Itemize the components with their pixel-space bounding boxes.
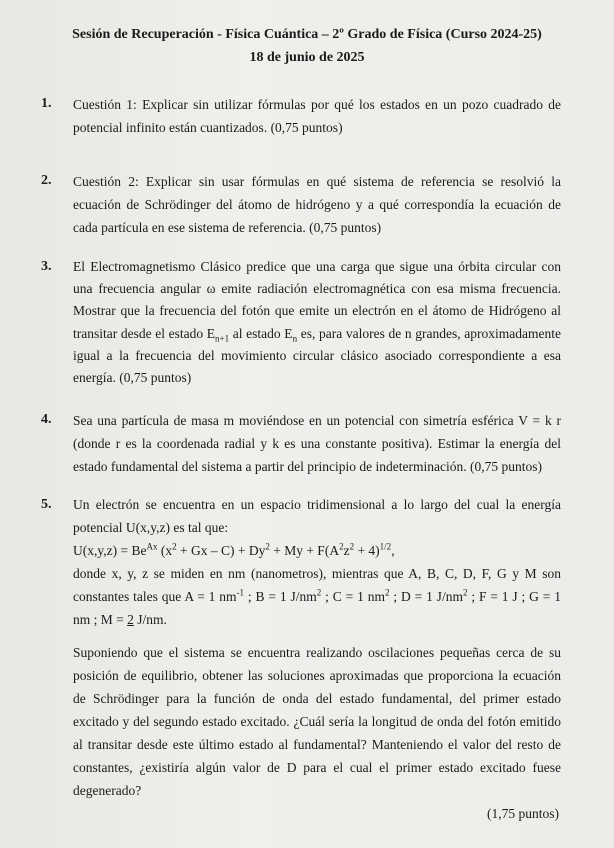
question-3-text-b: al estado E [229,325,293,341]
question-5-paragraph-2: Suponiendo que el sistema se encuentra realizando oscilaciones pequeñas cerca de su posición de equilibrio, obtener las soluciones aproximadas que proporciona la ecuación de Schrödinger para la función de onda del estado fundamental, del primer estado excitado y del segundo estado excitado. ¿Cuál sería la longitud de onda del fotón emitido al transitar desde este último estado al fundamental? Manteniendo el valor del resto de constantes, ¿existiría algún valor de D para el cual el primer estado excitado fuese degenerado? [73,645,561,798]
eq-end: , [391,543,395,558]
exam-title: Sesión de Recuperación - Física Cuántica – 2º Grado de Física (Curso 2024-25) [72,27,542,42]
question-5-text [73,493,561,825]
eq-sq-3: 2 [339,541,344,552]
units-m-value: 2 [127,612,134,627]
question-3-text-c: es, para valores de n grandes, aproximadamente igual a la frecuencia del movimiento circular clásico asociado correspondiente a esa energía. (0,75 puntos) [73,325,561,386]
eq-sq-2: 2 [265,541,270,552]
question-1-number: 1. [41,96,52,111]
question-1-text [73,93,561,139]
units-a: donde x, y, z se miden en nm (nanometros), mientras que A, B, C, D, F, G y M son constantes tales que A = 1 nm [73,566,561,604]
units-e: ; F = 1 J ; G = 1 nm ; M = [73,589,562,627]
units-exp-1: -1 [236,587,245,598]
units-exp-2: 2 [316,587,322,598]
eq-part-2: + Gx – C) + Dy [176,543,266,558]
exam-date: 18 de junio de 2025 [249,50,365,65]
units-b: ; B = 1 J/nm [244,589,317,604]
question-2-paragraph: Cuestión 2: Explicar sin usar fórmulas en qué sistema de referencia se resolvió la ecuación de Schrödinger del átomo de hidrógeno y a qué correspondía la ecuación de cada partícula en ese sistema de referencia. (0,75 puntos) [73,174,561,236]
energy-subscript-n-plus-1: n+1 [215,333,230,344]
question-4-number: 4. [41,412,52,427]
question-3-paragraph [73,256,561,389]
question-3-text-a: El Electromagnetismo Clásico predice que una carga que sigue una órbita circular con una frecuencia angular ω emite radiación electromagnética con esa misma frecuencia. Mostrar que la frecuencia del fotón que emite un electrón en el átomo de Hidrógeno al transitar desde el estado E [73,259,561,341]
units-exp-3: 2 [384,587,390,598]
eq-part-4: z [343,543,350,558]
eq-sq-4: 2 [349,541,355,552]
question-1-paragraph: Cuestión 1: Explicar sin utilizar fórmulas por qué los estados en un pozo cuadrado de potencial infinito están cuantizados. (0,75 puntos) [73,97,561,136]
question-4-text [73,409,561,479]
question-2-number: 2. [41,173,52,188]
units-d: ; D = 1 J/nm [389,589,463,604]
units-c: ; C = 1 nm [321,589,385,604]
question-2-text [73,170,561,240]
question-3-number: 3. [41,259,52,274]
question-4-paragraph: Sea una partícula de masa m moviéndose en un potencial con simetría esférica V = k r (donde r es la coordenada radial y k es una constante positiva). Estimar la energía del estado fundamental del sistema a partir del principio de indeterminación. (0,75 puntos) [73,413,561,475]
question-5-equation [73,539,561,562]
eq-lhs: U(x,y,z) = Be [73,543,147,558]
eq-sq-1: 2 [172,541,177,552]
units-exp-4: 2 [462,587,468,598]
question-3-text [73,256,561,389]
eq-part-5: + 4) [354,543,380,558]
eq-exp-ax: Ax [146,541,158,552]
eq-part-3: + My + F(A [269,543,340,558]
eq-half: 1/2 [379,541,392,552]
energy-subscript-n: n [292,333,298,344]
eq-part-1: (x [157,543,173,558]
question-5-intro: Un electrón se encuentra en un espacio tridimensional a lo largo del cual la energía potencial U(x,y,z) es tal que: [73,497,561,535]
question-5-number: 5. [41,497,52,512]
question-5-points: (1,75 puntos) [487,806,559,821]
units-f: J/nm. [133,612,167,627]
question-5-units [73,562,561,631]
